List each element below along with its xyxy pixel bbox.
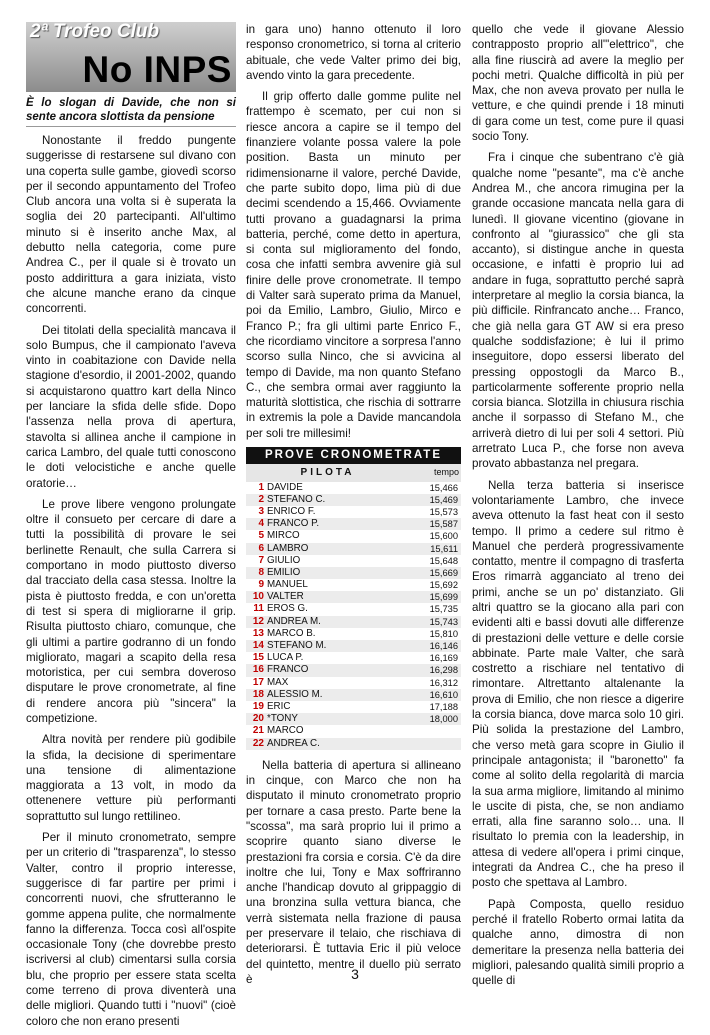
table-row — [246, 543, 461, 555]
paragraph: Per il minuto cronometrato, sempre per un criterio di "trasparenza", lo stesso Valter, contro il proprio interesse, suggerisce di far partire per primi i concorrenti nuovi, che sfrutteranno le gomme appena pulite, che normalmente fanno la differenza. Tocca così all'ospite occasionale Tony (che dovrebbe presto iscriversi al club) cimentarsi sulla corsia blu, che proprio per essere stata scelta come terreno di prova diventerà una delle migliori. Quando tutti i "nuovi" (cioè coloro che non erano presenti — [26, 831, 236, 1028]
page-number: 3 — [351, 966, 359, 982]
time-cell: 15,743 — [429, 616, 458, 627]
position-cell: 8 — [258, 566, 264, 578]
table-row — [246, 677, 461, 689]
position-cell: 21 — [252, 725, 264, 737]
position-cell: 19 — [252, 700, 264, 712]
table-row — [246, 664, 461, 676]
pilot-cell: *TONY — [267, 713, 298, 725]
pilot-cell: ALESSIO M. — [267, 688, 323, 700]
paragraph: Nella terza batteria si inserisce volontariamente Lambro, che invece aveva ottenuto la fast heat con il sesto tempo. Il primo a cedere sul ritmo è Manuel che perderà progressivamente contatto, mentre il compagno di trasferta Eros rimarrà agganciato al treno dei primi, anche se un po' distanziato. Gli altri quattro se la giocano alla pari con evidenti alti e bassi dovuti alle differenze di prestazioni delle vetture e delle corsie abbinate. Parte male Valter, che sarà costretto a rischiare nel tentativo di rimontare. Altrettanto altalenante la prova di Emilio, che non riesce a digerire la corsia bianca, dove marca solo 10 giri. Più solida la prestazione del Lambro, che verso metà gara scopre in Giulio il principale antagonista; il "baronetto" fa come al solito della regolarità di marcia la sua arma migliore, limitando al minimo le uscite di pista, che, se non andiamo errati, alla fine saranno solo… una. Il risultato lo premia con la leadership, in attesa di vedere all'opera i primi cinque, integrati da Andrea C., che ha preso il posto che spettava al Lambro. — [472, 478, 684, 890]
time-cell: 15,810 — [429, 628, 458, 639]
table-row — [246, 713, 461, 725]
time-cell: 15,735 — [429, 604, 458, 615]
paragraph: Dei titolati della specialità mancava il solo Bumpus, che il campionato l'aveva vinto in coabitazione con Davide nella stagione d'esordio, il 2001-2002, quando si acquistarono quattro kart della Ninco per lanciare la sfida delle sfide. Dopo l'assenza nella prova di apertura, stavolta si allinea anche il campione in carica Lambro, del quale tutti conoscono le doti velocistiche e anche quelle oratorie… — [26, 323, 236, 490]
position-cell: 17 — [252, 676, 264, 688]
pilot-cell: ENRICO F. — [267, 505, 316, 517]
pilot-cell: MARCO — [267, 725, 304, 737]
position-cell: 18 — [252, 688, 264, 700]
pilot-cell: MANUEL — [267, 579, 308, 591]
table-body — [246, 482, 461, 750]
time-cell: 15,669 — [429, 567, 458, 578]
pilot-cell: ERIC — [267, 700, 291, 712]
table-row — [246, 603, 461, 615]
time-cell: 15,699 — [429, 592, 458, 603]
table-row — [246, 506, 461, 518]
column-2 — [246, 22, 461, 993]
position-cell: 2 — [258, 493, 264, 505]
time-cell: 15,611 — [430, 543, 458, 554]
time-cell — [403, 738, 461, 750]
table-row — [246, 701, 461, 713]
time-cell: 15,587 — [429, 519, 458, 530]
page-title: No INPS — [82, 49, 232, 90]
paragraph: Nonostante il freddo pungente suggerisse di restarsene sul divano con una coperta sulle gambe, giovedì scorso per il secondo appuntamento del Trofeo Club ancora una volta si è superata la soglia dei 20 partecipanti. All'ultimo minuto si è inserito anche Max, al debutto nella categoria, come pure Andrea C., per il quale si è trovato un posto addirittura a gara iniziata, visto che alcune manche erano da cinque concorrenti. — [26, 134, 236, 316]
paragraph: Altra novità per rendere più godibile la sfida, la decisione di sperimentare una tensione di alimentazione maggiorata a 13 volt, in modo da ottenenere vetture più performanti soprattutto sul lungo rettilineo. — [26, 733, 236, 823]
table-row — [246, 530, 461, 542]
table-row — [246, 518, 461, 530]
paragraph: Papà Composta, quello residuo perché il fratello Roberto ormai latita da qualche anno, dimostra di non demeritare la presenza nella batteria dei migliori, palesando qualità simili proprio a quelle di — [472, 897, 685, 988]
time-cell: 17,188 — [429, 701, 458, 712]
time-cell: 16,312 — [429, 677, 458, 688]
position-cell: 6 — [258, 542, 264, 554]
pilot-cell: STEFANO M. — [267, 640, 327, 652]
time-cell: 15,469 — [429, 494, 458, 505]
title-banner — [26, 22, 236, 92]
paragraph: Nella batteria di apertura si allineano in cinque, con Marco che non ha disputato il minuto cronometrato proprio per tornare a casa presto. Parte bene la "scossa", ma sarà proprio lui il primo a scoprire quanto siano diverse le prestazioni fra corsia e corsia. C'è da dire inoltre che lui, Tony e Max soffriranno anche l'handicap dovuto al grippaggio di una bronzina sulla vettura bianca, che verrà sistemata nella frazione di pausa per preservare il telaio, che rischiava di deteriorarsi. È tuttavia Eric il più veloce del quintetto, mentre il duello più serrato è — [246, 758, 461, 986]
column-3 — [472, 22, 684, 994]
table-row — [246, 616, 461, 628]
time-cell: 18,000 — [429, 714, 458, 725]
title-kicker: 2ª Trofeo Club — [30, 21, 160, 42]
pilot-cell: FRANCO P. — [267, 518, 320, 530]
qualifying-table — [246, 447, 461, 750]
time-cell: 15,692 — [429, 580, 458, 591]
paragraph: quello che vede il giovane Alessio contrapposto proprio all'"elettrico", che alla fine riuscirà ad avere la meglio per pochi metri. Qualche difficoltà in più per Max, che non aveva provato per nulla le vetture, e che quindi prende i 18 minuti di gara come un test, come pure il quasi socio Tony. — [472, 23, 684, 144]
position-cell: 7 — [258, 554, 264, 566]
table-row — [246, 689, 461, 701]
article-subtitle: È lo slogan di Davide, che non si sente ancora slottista da pensione — [26, 96, 236, 127]
position-cell: 3 — [258, 505, 264, 517]
time-cell: 15,600 — [429, 531, 458, 542]
pilot-cell: MIRCO — [267, 530, 300, 542]
position-cell: 9 — [258, 579, 264, 591]
pilot-cell: GIULIO — [267, 554, 301, 566]
position-cell: 14 — [252, 640, 264, 652]
paragraph: Fra i cinque che subentrano c'è già qualche nome "pesante", ma c'è anche Andrea M., che ancora rimugina per la grande occasione mancata nella gara di lunedì. Il giovane vicentino (giovane in confronto al "giurassico" che gli sta accanto), si distingue anche in questa occasione, e infatti è proprio lui ad andare in fuga, soprattutto perché saprà interpretare al meglio la corsia bianca, la più difficile. Rinfrancato anche… Franco, che già nella gara GT AW si era preso qualche soddisfazione; è lui il primo inseguitore, dopo essersi liberato del pressing oppostogli da Marco B., particolarmente sofferente proprio nella corsia bianca. Slotzilla in chiusura rischia anche il sorpasso di Stefano M., che arriverà dietro di lui per soli 4 settori. Più arretrato Luca P., che forse non aveva provato abbastanza nel pregara. — [472, 151, 684, 471]
pilot-cell: MAX — [267, 676, 289, 688]
table-title: PROVE CRONOMETRATE — [246, 447, 461, 464]
pilot-cell: EMILIO — [267, 566, 301, 578]
pilot-cell: LUCA P. — [267, 652, 304, 664]
position-cell: 22 — [252, 737, 264, 749]
paragraph: Le prove libere vengono prolungate oltre il consueto per cercare di dare a tutti la possibilità di provare le sei berlinette Renault, che sulla Carrera si comportano in modo piuttosto diverso dal tracciato della casa stessa. Inoltre la pista è piuttosto fredda, e con un'oretta di test si spera di migliorarne il grip. Risulta piuttosto chiaro, comunque, che gli ultimi a partire godranno di un fondo migliorato, magari a scapito della resa motoristica, per cui sembra doveroso disputare le prove cronometrate, al fine di rendere ancora più "sincera" la competizione. — [26, 497, 236, 725]
position-cell: 15 — [252, 652, 264, 664]
pilot-cell: STEFANO C. — [267, 493, 326, 505]
time-cell: 15,648 — [429, 555, 458, 566]
pilot-cell: DAVIDE — [267, 481, 303, 493]
column-1 — [26, 22, 236, 1035]
position-cell: 13 — [252, 627, 264, 639]
time-cell — [403, 725, 461, 737]
table-row — [246, 738, 461, 750]
time-cell: 15,466 — [429, 482, 458, 493]
column-header-time: tempo — [433, 467, 459, 478]
pilot-cell: LAMBRO — [267, 542, 309, 554]
position-cell: 1 — [258, 481, 264, 493]
position-cell: 5 — [258, 530, 264, 542]
table-row — [246, 652, 461, 664]
table-row — [246, 555, 461, 567]
paragraph: Il grip offerto dalle gomme pulite nel frattempo è scemato, per cui non si riesce ancora a capire se il tempo del finanziere volante possa valere la pole position. Basta un minuto per ridimensionarne il valore, perché Davide, che parte subito dopo, lima più di due decimi scendendo a 15,466. Ovviamente tutti provano a guadagnarsi la prima batteria, perché, come detto in apertura, si conta sul miglioramento del fondo, cosa che infatti sembra avvenire già sul finire delle prove cronometrate. Il tempo di Valter sarà superato prima da Manuel, poi da Emilio, Lambro, Giulio, Mirco e Franco P.; fra gli ultimi parte Enrico F., che ricordiamo vincitore a sorpresa l'anno scorso sulla Ninco, che si avvicina al tempo di Davide, ma non quanto Stefano C., che sembra ormai aver raggiunto la maturità slottistica, che rischia di sottrarre in extremis la pole a Davide mancandola per soli tre millesimi! — [246, 90, 461, 440]
time-cell: 16,169 — [429, 653, 458, 664]
table-header — [246, 464, 461, 481]
pilot-cell: EROS G. — [267, 603, 308, 615]
table-row — [246, 494, 461, 506]
table-row — [246, 628, 461, 640]
position-cell: 4 — [258, 518, 264, 530]
table-row — [246, 725, 461, 737]
table-row — [246, 591, 461, 603]
time-cell: 16,146 — [429, 641, 458, 652]
position-cell: 16 — [252, 664, 264, 676]
table-row — [246, 640, 461, 652]
pilot-cell: VALTER — [267, 591, 304, 603]
position-cell: 12 — [252, 615, 264, 627]
position-cell: 11 — [253, 603, 264, 615]
column-header-pilot: PILOTA — [300, 467, 355, 479]
paragraph: in gara uno) hanno ottenuto il loro responso cronometrico, si torna al criterio abituale, che vede Valter primo dei big, avendo vinto la gara precedente. — [246, 23, 461, 82]
pilot-cell: ANDREA C. — [267, 737, 320, 749]
time-cell: 16,610 — [429, 689, 458, 700]
table-row — [246, 567, 461, 579]
position-cell: 20 — [252, 713, 264, 725]
position-cell: 10 — [252, 591, 264, 603]
table-row — [246, 579, 461, 591]
pilot-cell: ANDREA M. — [267, 615, 321, 627]
pilot-cell: MARCO B. — [267, 627, 316, 639]
table-row — [246, 482, 461, 494]
time-cell: 15,573 — [429, 506, 458, 517]
pilot-cell: FRANCO — [267, 664, 309, 676]
time-cell: 16,298 — [429, 665, 458, 676]
